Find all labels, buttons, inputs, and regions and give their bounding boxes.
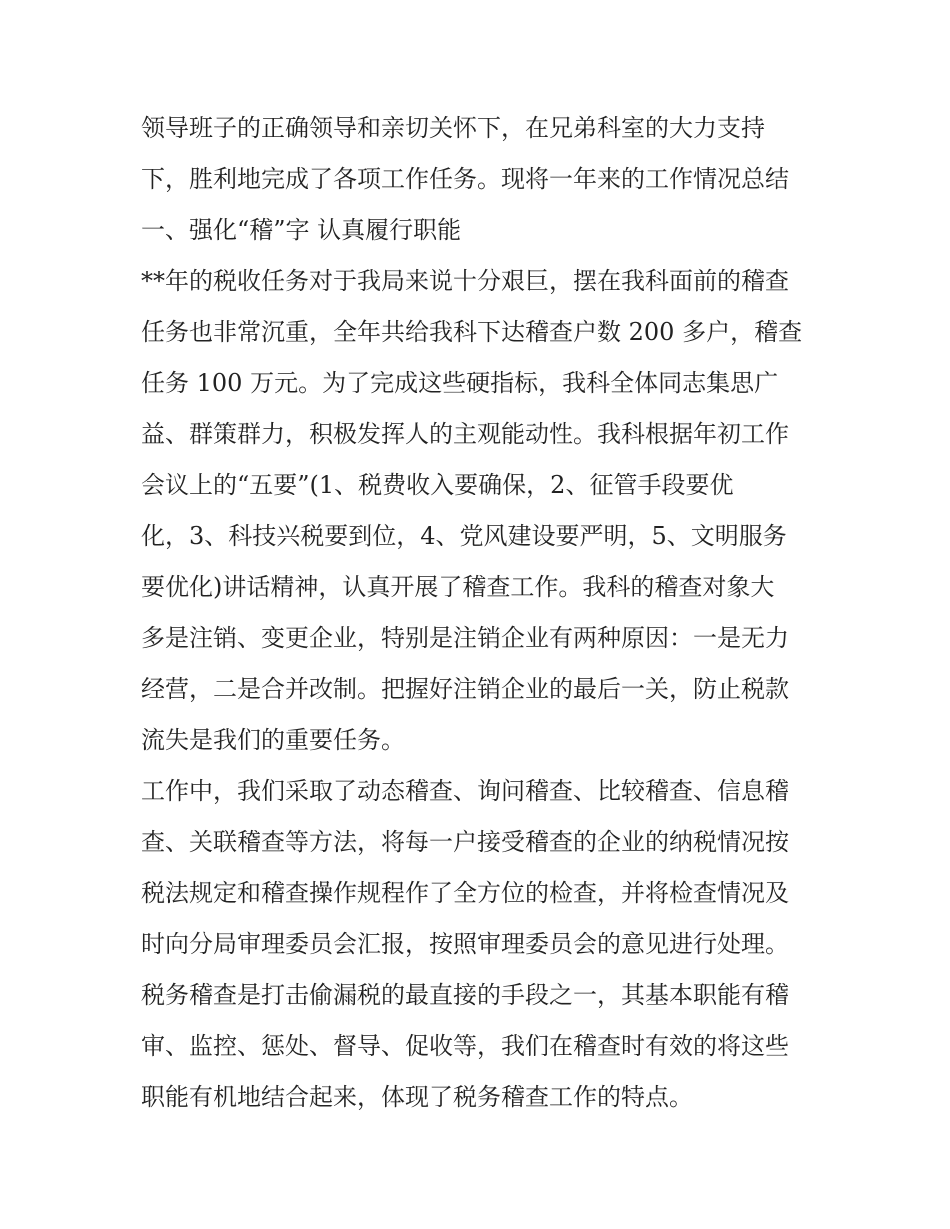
text-line: 多是注销、变更企业，特别是注销企业有两种原因：一是无力 bbox=[141, 624, 789, 652]
text-line: 任务 100 万元。为了完成这些硬指标，我科全体同志集思广 bbox=[141, 369, 779, 397]
document-body bbox=[141, 103, 821, 1123]
text-line: 审、监控、惩处、督导、促收等，我们在稽查时有效的将这些 bbox=[141, 1032, 789, 1060]
text-line: 流失是我们的重要任务。 bbox=[141, 726, 405, 754]
text-line: 领导班子的正确领导和亲切关怀下，在兄弟科室的大力支持 bbox=[141, 114, 765, 142]
text-line: 经营，二是合并改制。把握好注销企业的最后一关，防止税款 bbox=[141, 675, 789, 703]
text-line: 要优化)讲话精神，认真开展了稽查工作。我科的稽查对象大 bbox=[141, 573, 775, 601]
text-line: 益、群策群力，积极发挥人的主观能动性。我科根据年初工作 bbox=[141, 420, 789, 448]
text-line: 查、关联稽查等方法，将每一户接受稽查的企业的纳税情况按 bbox=[141, 828, 789, 856]
text-line: **年的税收任务对于我局来说十分艰巨，摆在我科面前的稽查 bbox=[141, 267, 789, 295]
text-line: 税法规定和稽查操作规程作了全方位的检查，并将检查情况及 bbox=[141, 879, 789, 907]
section-heading: 一、强化“稽”字 认真履行职能 bbox=[141, 216, 462, 244]
text-line: 会议上的“五要”(1、税费收入要确保，2、征管手段要优 bbox=[141, 471, 734, 499]
text-line: 工作中，我们采取了动态稽查、询问稽查、比较稽查、信息稽 bbox=[141, 777, 789, 805]
text-line: 税务稽查是打击偷漏税的最直接的手段之一，其基本职能有稽 bbox=[141, 981, 789, 1009]
text-line: 下，胜利地完成了各项工作任务。现将一年来的工作情况总结 bbox=[141, 165, 789, 193]
text-line: 化，3、科技兴税要到位，4、党风建设要严明，5、文明服务 bbox=[141, 522, 787, 550]
text-line: 任务也非常沉重，全年共给我科下达稽查户数 200 多户，稽查 bbox=[141, 318, 803, 346]
text-line: 时向分局审理委员会汇报，按照审理委员会的意见进行处理。 bbox=[141, 930, 789, 958]
text-line: 职能有机地结合起来，体现了税务稽查工作的特点。 bbox=[141, 1083, 693, 1111]
